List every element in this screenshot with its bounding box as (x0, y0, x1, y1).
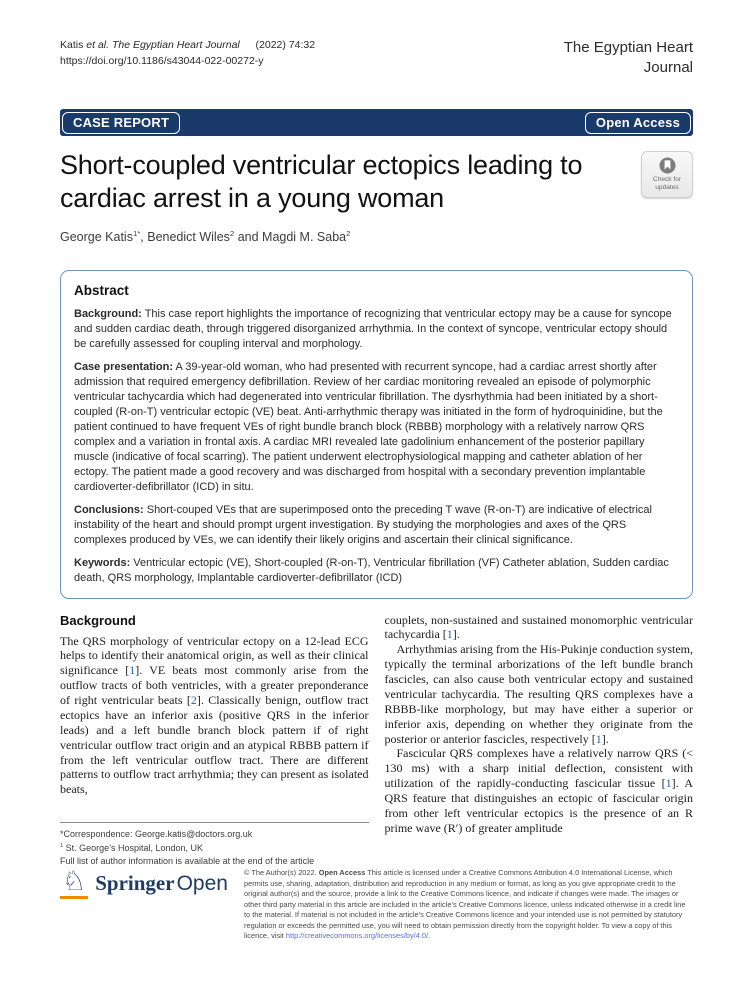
correspondence-footnote (60, 822, 369, 869)
correspondence-line: *Correspondence: George.katis@doctors.org.uk (60, 829, 253, 839)
background-heading: Background (60, 612, 136, 628)
check-updates-label-line1: Check for (652, 175, 682, 183)
citation-link[interactable]: 1 (129, 663, 136, 678)
body-paragraph: The QRS morphology of ventricular ectopy on a 12-lead ECG helps to identify their anatomical origin, as well as their clinical significance [1]. VE beats most commonly arise from the outflow tracts of both ventricles, with a greater preponderance of right ventricular beats [2]. Classically benign, outflow tract ectopics have an inferior axis (positive QRS in the inferior leads) and a left bundle branch block pattern if of right ventricular outflow tract origin and an atypical RBBB pattern if from the left ventricular outflow tract. There are different patterns to outflow tract arrhythmia; they can present as isolated beats, (60, 633, 369, 797)
text-segment: Background: (74, 308, 142, 321)
springer-open-wordmark (95, 871, 228, 896)
journal-name (564, 38, 693, 77)
text-segment: Open Access (318, 868, 366, 877)
doi-link[interactable]: https://doi.org/10.1186/s43044-022-00272-y (60, 54, 264, 67)
title-row (60, 149, 693, 216)
journal-name-line1: The Egyptian Heart (563, 39, 693, 56)
citation-link[interactable]: 1 (446, 627, 453, 642)
page-header (60, 38, 693, 77)
email-link[interactable]: George.katis@doctors.org.uk (135, 829, 253, 839)
open-access-badge[interactable]: Open Access (585, 112, 691, 134)
knight-chess-icon: ♘ (60, 868, 88, 899)
publisher-footer (60, 868, 693, 942)
abstract-box (60, 270, 693, 599)
citation-link[interactable]: 2 (190, 693, 197, 708)
body-paragraph: Arrhythmias arising from the His-Pukinje conduction system, typically the terminal arborizations of the left bundle branch fascicles, can also cause both ventricular ectopy and sustained ventricular tachycardia. The resulting QRS complexes have a RBBB-like morphology, but may have either a superior or inferior axis, depending on whether they originate from the posterior or anterior fascicles, respectively [1]. (384, 642, 693, 746)
logo-word-springer: Springer (95, 871, 175, 895)
citation-link[interactable]: 1 (595, 731, 602, 746)
body-paragraph: couplets, non-sustained and sustained monomorphic ventricular tachycardia [1]. (384, 612, 693, 642)
author-info-note: Full list of author information is available at the end of the article (60, 856, 315, 866)
license-text: © The Author(s) 2022. Open Access This article is licensed under a Creative Commons Attribution 4.0 International License, which permits use, sharing, adaptation, distribution and reproduction in any medium or format, as long as you give appropriate credit to the original author(s) and the source, provide a link to the Creative Commons licence, and indicate if changes were made. The images or other third party material in this article are included in the article’s Creative Commons licence, unless indicated otherwise in a credit line to the material. If material is not included in the article’s Creative Commons licence and your intended use is not permitted by statutory regulation or exceeds the permitted use, you will need to obtain permission directly from the copyright holder. To view a copy of this licence, visit http://creativecommons.org/licenses/by/4.0/. (244, 868, 686, 941)
text-segment: Conclusions: (74, 503, 144, 516)
abstract-conclusions: Conclusions: Short-couped VEs that are superimposed onto the preceding T wave (R-on-T) are indicative of electrical instability of the heart and should prompt urgent investigation. By studying the morphologies and axes of the QRS complexes produced by VEs, we can identify their likely origins and ascertain their clinical significance. (74, 503, 652, 546)
springer-open-logo (60, 868, 228, 899)
body-columns (60, 613, 693, 869)
bookmark-circle-icon (659, 157, 676, 174)
superscript: 2 (229, 228, 235, 238)
check-updates-label-line2: updates (655, 184, 679, 191)
citation-block (60, 38, 315, 70)
abstract-heading: Abstract (74, 282, 129, 298)
citation-line: Katis et al. The Egyptian Heart Journal (2022) 74:32 (60, 39, 316, 51)
superscript: 1* (132, 228, 141, 238)
text-segment: et al. The Egyptian Heart Journal (86, 39, 240, 51)
page-title: Short-coupled ventricular ectopics leading to cardiac arrest in a young woman (60, 150, 583, 214)
left-column (60, 613, 369, 869)
external-link[interactable]: http://creativecommons.org/licenses/by/4.0/ (285, 931, 429, 941)
body-paragraph: Fascicular QRS complexes have a relatively narrow QRS (< 130 ms) with a sharp initial deflection, consistent with utilization of the rapidly-conducting fascicular tissue [1]. A QRS feature that distinguishes an ectopic of fascicular origin from other left ventricular ectopics is the presence of an R prime wave (R′) of greater amplitude (384, 746, 693, 835)
superscript: 2 (346, 228, 351, 238)
journal-name-line2: Journal (643, 58, 693, 76)
citation-link[interactable]: 1 (665, 776, 672, 791)
right-column (385, 613, 694, 869)
logo-word-open: Open (176, 872, 228, 895)
authors-line: George Katis$^{1*}$, Benedict Wiles$^2$ and Magdi M. Saba$^2$ (60, 228, 351, 244)
article-type-badge: CASE REPORT (62, 112, 180, 134)
article-type-banner (60, 109, 693, 136)
check-updates-button[interactable] (641, 151, 693, 198)
text-segment: Keywords: (74, 556, 131, 569)
abstract-keywords: Keywords: Ventricular ectopic (VE), Short-coupled (R-on-T), Ventricular fibrillation (VF) Catheter ablation, Sudden cardiac death, QRS morphology, Implantable cardioverter-defibrillator (ICD) (74, 556, 669, 584)
abstract-background: Background: This case report highlights the importance of recognizing that ventricular ectopy may be a cause for syncope and sudden cardiac death, through triggered disorganized arrhythmia. In the context of syncope, ventricular ectopy should be carefully assessed for coupling interval and morphology. (74, 308, 672, 351)
superscript: 1 (60, 842, 64, 849)
affiliation-line: $^1$ St. George’s Hospital, London, UK (60, 842, 204, 853)
abstract-case-presentation: Case presentation: A 39-year-old woman, who had presented with recurrent syncope, had a cardiac arrest shortly after admission that required emergency defibrillation. Review of her cardiac monitoring revealed an episode of polymorphic ventricular tachycardia which had degenerated into ventricular fibrillation. The dysrhythmia had been initiated by a short-coupled (R-on-T) ventricular ectopic (VE) beat. Anti-arrhythmic therapy was initiated in the form of hydroquinidine, but the patient continued to have frequent VEs of right bundle branch block (RBBB) morphology with a relatively narrow QRS complex and a variation in frontal axis. A cardiac MRI revealed late gadolinium enhancement of the posterior papillary muscle (indicative of focal scarring). The patient underwent electrophysiological mapping and catheter ablation of her ectopy. The patient made a good recovery and was discharged from hospital with a secondary prevention implantable cardioverter-defibrillator (ICD) in situ. (74, 361, 663, 493)
text-segment: Case presentation: (74, 361, 174, 374)
